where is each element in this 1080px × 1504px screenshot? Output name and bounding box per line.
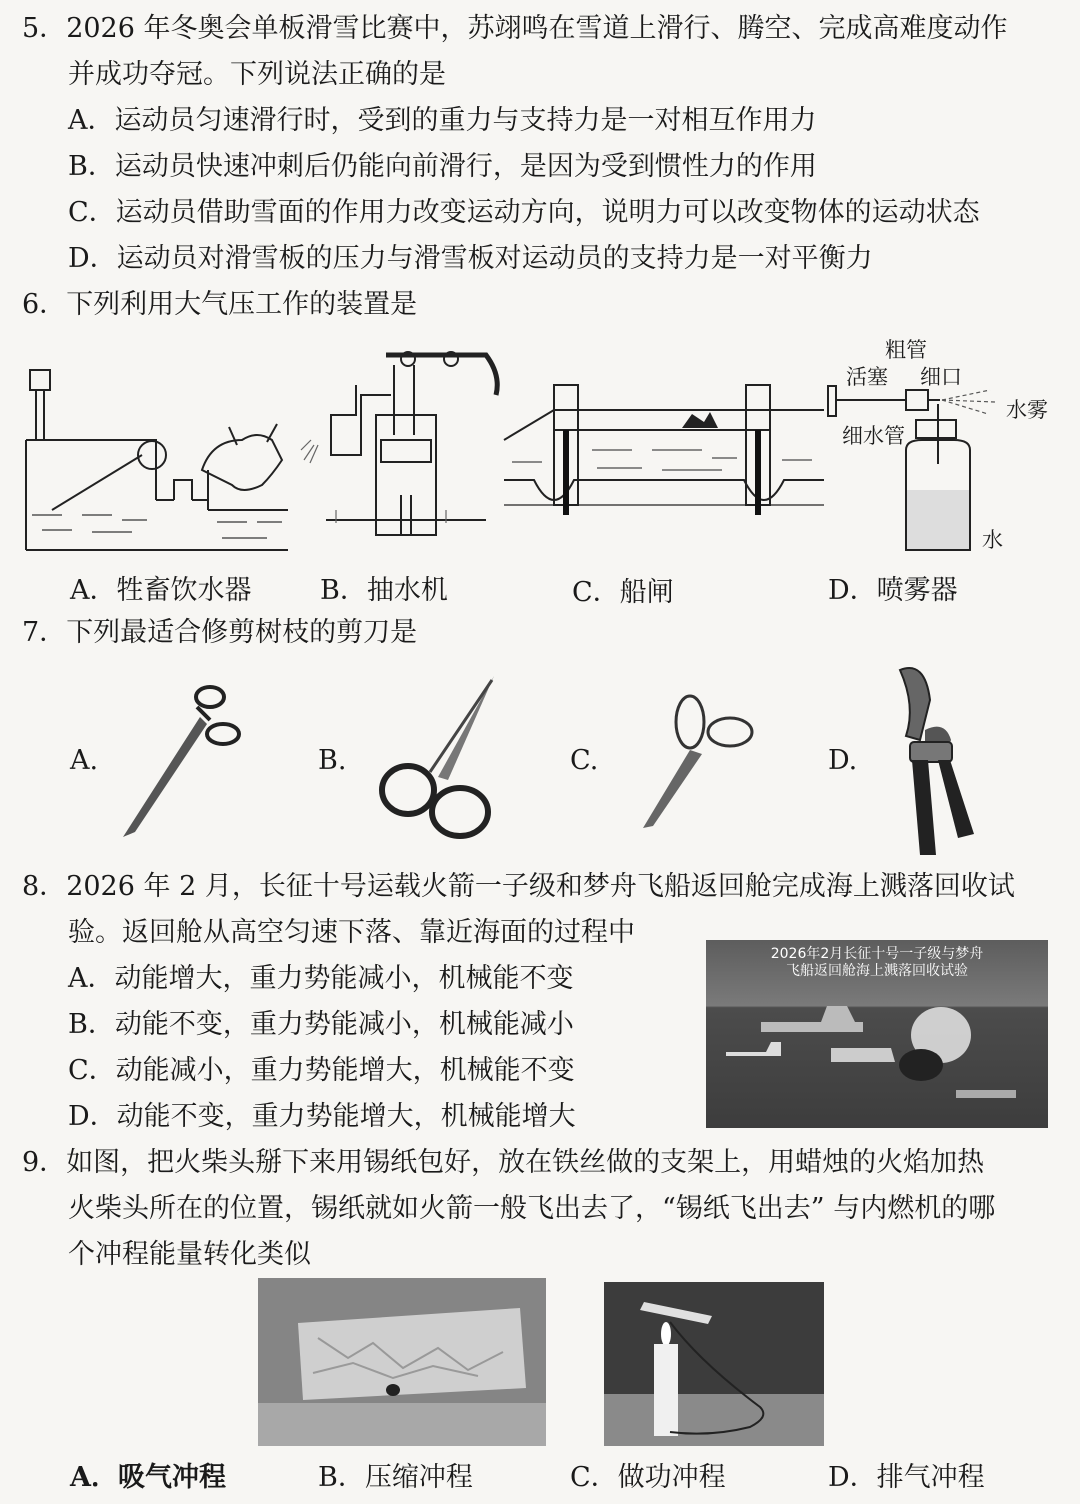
q6-option-d[interactable]: D．喷雾器 (828, 575, 958, 606)
sprayer-label-thin-pipe: 细水管 (842, 424, 905, 448)
q6-option-b[interactable]: B．抽水机 (320, 575, 448, 606)
q5-option-c[interactable]: C．运动员借助雪面的作用力改变运动方向，说明力可以改变物体的运动状态 (68, 197, 980, 228)
q5-option-a[interactable]: A．运动员匀速滑行时，受到的重力与支持力是一对相互作用力 (68, 105, 817, 136)
candle-experiment-photo (604, 1282, 824, 1446)
q9-stem-line1 (22, 1140, 984, 1186)
q9-stem-line2: 火柴头所在的位置，锡纸就如火箭一般飞出去了，“锡纸飞出去” 与内燃机的哪 (68, 1193, 996, 1224)
q5-option-d[interactable]: D．运动员对滑雪板的压力与滑雪板对运动员的支持力是一对平衡力 (68, 243, 873, 274)
q8-option-b[interactable]: B．动能不变，重力势能减小，机械能减小 (68, 1009, 574, 1040)
q8-option-d[interactable]: D．动能不变，重力势能增大，机械能增大 (68, 1101, 576, 1132)
q8-stem-text: 2026 年 2 月，长征十号运载火箭一子级和梦舟飞船返回舱完成海上溅落回收试 (66, 871, 1015, 902)
q9-option-c[interactable]: C．做功冲程 (570, 1462, 726, 1493)
photo-caption-line1: 2026年2月长征十号一子级与梦舟 (770, 946, 984, 962)
q8-number: 8． (22, 871, 67, 902)
photo-caption-line2: 飞船返回舱海上溅落回收试验 (786, 963, 968, 979)
candle-drawing (604, 1282, 824, 1446)
q9-stem-text: 如图，把火柴头掰下来用锡纸包好，放在铁丝做的支架上，用蜡烛的火焰加热 (66, 1147, 985, 1178)
q8-option-c[interactable]: C．动能减小，重力势能增大，机械能不变 (68, 1055, 575, 1086)
q9-option-b[interactable]: B．压缩冲程 (318, 1462, 473, 1493)
q5-stem-line2: 并成功夺冠。下列说法正确的是 (68, 59, 446, 90)
pruning-shears-d-icon (880, 660, 990, 860)
sprayer-label-water: 水 (982, 528, 1003, 552)
sprayer-label-nozzle: 细口 (920, 365, 962, 389)
q8-stem-line2: 验。返回舱从高空匀速下落、靠近海面的过程中 (68, 917, 635, 948)
q7-option-d[interactable]: D. (828, 745, 858, 776)
q7-option-b[interactable]: B. (318, 745, 347, 776)
q9-option-a[interactable]: A．吸气冲程 (70, 1462, 226, 1493)
q7-option-c[interactable]: C. (570, 745, 599, 776)
splashdown-scene (706, 940, 1048, 1128)
q6-option-a[interactable]: A．牲畜饮水器 (70, 575, 252, 606)
ship-lock-figure (502, 380, 824, 540)
q9-number: 9． (22, 1147, 67, 1178)
q9-option-d[interactable]: D．排气冲程 (828, 1462, 985, 1493)
q5-stem-line1 (22, 6, 1007, 52)
q5-option-b[interactable]: B．运动员快速冲刺后仍能向前滑行，是因为受到惯性力的作用 (68, 151, 817, 182)
q6-stem (22, 282, 417, 328)
q6-number: 6． (22, 289, 67, 320)
splashdown-photo (706, 940, 1048, 1128)
q8-option-a[interactable]: A．动能增大，重力势能减小，机械能不变 (68, 963, 574, 994)
q9-stem-line3: 个冲程能量转化类似 (68, 1239, 311, 1270)
foil-wrapped-match-photo (258, 1278, 546, 1446)
office-scissors-b-icon (372, 672, 502, 847)
livestock-waterer-figure (22, 350, 292, 560)
q5-number: 5． (22, 13, 67, 44)
q8-stem-line1 (22, 864, 1015, 910)
sprayer-label-mist: 水雾 (1006, 398, 1048, 422)
sprayer-label-thick-pipe: 粗管 (885, 338, 927, 362)
foil-wrap-drawing (258, 1278, 546, 1446)
q5-stem-text: 2026 年冬奥会单板滑雪比赛中，苏翊鸣在雪道上滑行、腾空、完成高难度动作 (66, 13, 1008, 44)
hair-scissors-a-icon (115, 672, 245, 842)
q7-option-a[interactable]: A. (70, 745, 99, 776)
embroidery-scissors-c-icon (628, 690, 758, 835)
q6-stem-text: 下列利用大气压工作的装置是 (66, 289, 418, 320)
q6-option-c[interactable]: C．船闸 (572, 577, 674, 608)
q7-stem (22, 610, 417, 656)
sprayer-label-piston: 活塞 (846, 365, 888, 389)
q7-number: 7． (22, 617, 67, 648)
water-pump-figure (296, 345, 506, 540)
q7-stem-text: 下列最适合修剪树枝的剪刀是 (66, 617, 418, 648)
